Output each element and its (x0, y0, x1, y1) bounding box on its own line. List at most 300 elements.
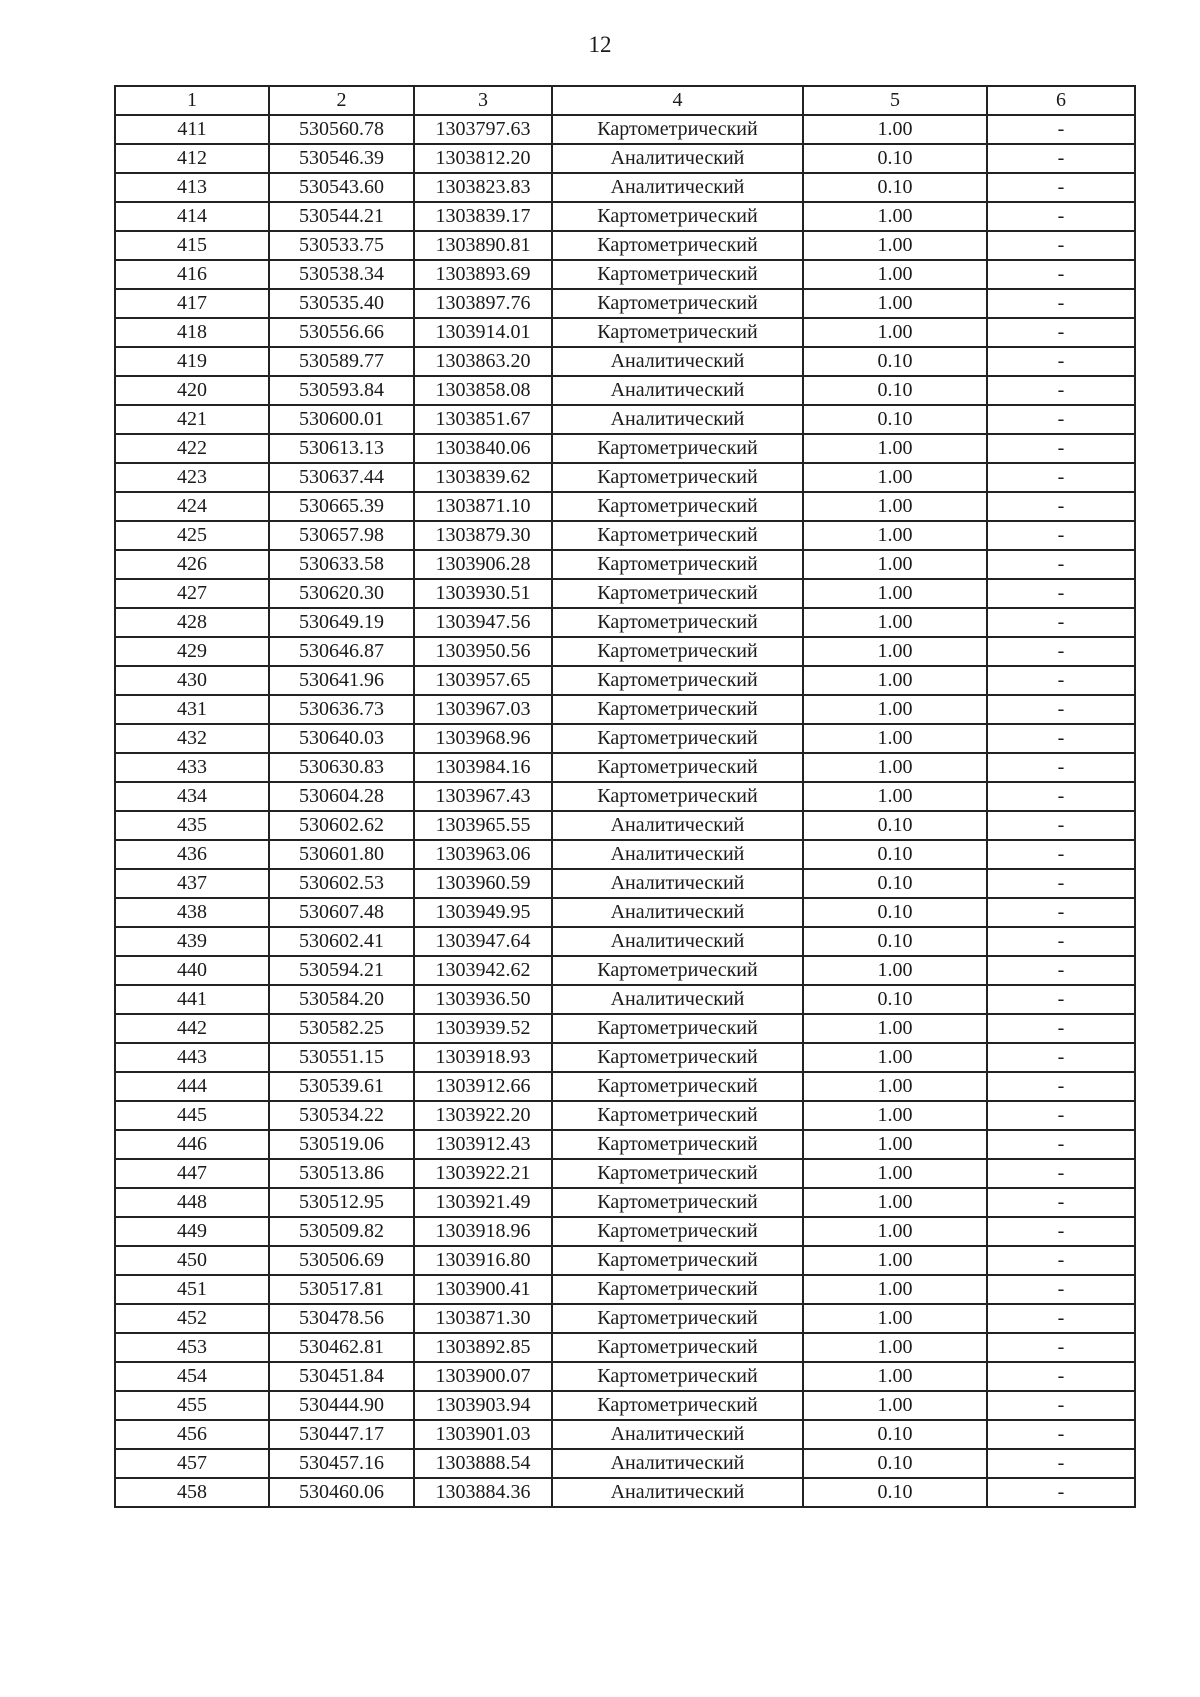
accuracy-cell: 1.00 (803, 637, 987, 666)
accuracy-cell: 1.00 (803, 1304, 987, 1333)
table-body (115, 115, 1135, 1507)
y-coordinate-cell: 1303812.20 (414, 144, 552, 173)
point-number-cell: 439 (115, 927, 269, 956)
accuracy-cell: 1.00 (803, 1246, 987, 1275)
point-number-cell: 423 (115, 463, 269, 492)
x-coordinate-cell: 530478.56 (269, 1304, 414, 1333)
note-cell: - (987, 289, 1135, 318)
accuracy-cell: 0.10 (803, 840, 987, 869)
table-row (115, 927, 1135, 956)
x-coordinate-cell: 530556.66 (269, 318, 414, 347)
accuracy-cell: 0.10 (803, 898, 987, 927)
y-coordinate-cell: 1303884.36 (414, 1478, 552, 1507)
y-coordinate-cell: 1303871.30 (414, 1304, 552, 1333)
accuracy-cell: 1.00 (803, 724, 987, 753)
table-row (115, 782, 1135, 811)
y-coordinate-cell: 1303957.65 (414, 666, 552, 695)
point-number-cell: 418 (115, 318, 269, 347)
method-cell: Картометрический (552, 1391, 803, 1420)
point-number-cell: 434 (115, 782, 269, 811)
accuracy-cell: 0.10 (803, 811, 987, 840)
y-coordinate-cell: 1303963.06 (414, 840, 552, 869)
header-cell-2: 2 (269, 86, 414, 115)
x-coordinate-cell: 530544.21 (269, 202, 414, 231)
method-cell: Картометрический (552, 956, 803, 985)
y-coordinate-cell: 1303879.30 (414, 521, 552, 550)
table-row (115, 1246, 1135, 1275)
accuracy-cell: 0.10 (803, 405, 987, 434)
x-coordinate-cell: 530506.69 (269, 1246, 414, 1275)
method-cell: Картометрический (552, 1072, 803, 1101)
table-row (115, 347, 1135, 376)
method-cell: Картометрический (552, 318, 803, 347)
point-number-cell: 422 (115, 434, 269, 463)
accuracy-cell: 0.10 (803, 985, 987, 1014)
note-cell: - (987, 985, 1135, 1014)
x-coordinate-cell: 530462.81 (269, 1333, 414, 1362)
x-coordinate-cell: 530447.17 (269, 1420, 414, 1449)
point-number-cell: 420 (115, 376, 269, 405)
x-coordinate-cell: 530613.13 (269, 434, 414, 463)
table-row (115, 1159, 1135, 1188)
point-number-cell: 454 (115, 1362, 269, 1391)
method-cell: Аналитический (552, 1420, 803, 1449)
y-coordinate-cell: 1303939.52 (414, 1014, 552, 1043)
method-cell: Картометрический (552, 782, 803, 811)
table-row (115, 1391, 1135, 1420)
y-coordinate-cell: 1303888.54 (414, 1449, 552, 1478)
y-coordinate-cell: 1303901.03 (414, 1420, 552, 1449)
accuracy-cell: 1.00 (803, 260, 987, 289)
method-cell: Картометрический (552, 434, 803, 463)
x-coordinate-cell: 530533.75 (269, 231, 414, 260)
table-row (115, 811, 1135, 840)
x-coordinate-cell: 530519.06 (269, 1130, 414, 1159)
note-cell: - (987, 1101, 1135, 1130)
x-coordinate-cell: 530604.28 (269, 782, 414, 811)
x-coordinate-cell: 530546.39 (269, 144, 414, 173)
accuracy-cell: 1.00 (803, 666, 987, 695)
note-cell: - (987, 1130, 1135, 1159)
x-coordinate-cell: 530451.84 (269, 1362, 414, 1391)
note-cell: - (987, 144, 1135, 173)
method-cell: Картометрический (552, 202, 803, 231)
x-coordinate-cell: 530560.78 (269, 115, 414, 144)
point-number-cell: 412 (115, 144, 269, 173)
accuracy-cell: 1.00 (803, 231, 987, 260)
coordinates-table (114, 85, 1136, 1508)
note-cell: - (987, 898, 1135, 927)
table-row (115, 144, 1135, 173)
note-cell: - (987, 492, 1135, 521)
accuracy-cell: 1.00 (803, 1101, 987, 1130)
header-cell-6: 6 (987, 86, 1135, 115)
y-coordinate-cell: 1303967.43 (414, 782, 552, 811)
x-coordinate-cell: 530584.20 (269, 985, 414, 1014)
note-cell: - (987, 1420, 1135, 1449)
x-coordinate-cell: 530640.03 (269, 724, 414, 753)
x-coordinate-cell: 530517.81 (269, 1275, 414, 1304)
note-cell: - (987, 115, 1135, 144)
point-number-cell: 416 (115, 260, 269, 289)
table-row (115, 231, 1135, 260)
note-cell: - (987, 1333, 1135, 1362)
method-cell: Картометрический (552, 637, 803, 666)
y-coordinate-cell: 1303922.21 (414, 1159, 552, 1188)
note-cell: - (987, 1072, 1135, 1101)
table-row (115, 1362, 1135, 1391)
point-number-cell: 431 (115, 695, 269, 724)
y-coordinate-cell: 1303900.07 (414, 1362, 552, 1391)
note-cell: - (987, 608, 1135, 637)
y-coordinate-cell: 1303797.63 (414, 115, 552, 144)
method-cell: Картометрический (552, 695, 803, 724)
table-row (115, 724, 1135, 753)
accuracy-cell: 1.00 (803, 695, 987, 724)
point-number-cell: 436 (115, 840, 269, 869)
table-row (115, 1333, 1135, 1362)
point-number-cell: 438 (115, 898, 269, 927)
y-coordinate-cell: 1303893.69 (414, 260, 552, 289)
accuracy-cell: 1.00 (803, 434, 987, 463)
x-coordinate-cell: 530633.58 (269, 550, 414, 579)
y-coordinate-cell: 1303936.50 (414, 985, 552, 1014)
note-cell: - (987, 521, 1135, 550)
accuracy-cell: 0.10 (803, 347, 987, 376)
method-cell: Аналитический (552, 144, 803, 173)
point-number-cell: 446 (115, 1130, 269, 1159)
method-cell: Аналитический (552, 840, 803, 869)
table-row (115, 463, 1135, 492)
method-cell: Картометрический (552, 608, 803, 637)
accuracy-cell: 1.00 (803, 1188, 987, 1217)
accuracy-cell: 0.10 (803, 1420, 987, 1449)
method-cell: Аналитический (552, 173, 803, 202)
method-cell: Картометрический (552, 550, 803, 579)
point-number-cell: 456 (115, 1420, 269, 1449)
accuracy-cell: 1.00 (803, 202, 987, 231)
y-coordinate-cell: 1303942.62 (414, 956, 552, 985)
y-coordinate-cell: 1303984.16 (414, 753, 552, 782)
table-row (115, 1449, 1135, 1478)
note-cell: - (987, 753, 1135, 782)
method-cell: Картометрический (552, 463, 803, 492)
table-row (115, 1478, 1135, 1507)
accuracy-cell: 1.00 (803, 1014, 987, 1043)
point-number-cell: 424 (115, 492, 269, 521)
note-cell: - (987, 666, 1135, 695)
x-coordinate-cell: 530607.48 (269, 898, 414, 927)
note-cell: - (987, 724, 1135, 753)
y-coordinate-cell: 1303916.80 (414, 1246, 552, 1275)
table-row (115, 289, 1135, 318)
y-coordinate-cell: 1303950.56 (414, 637, 552, 666)
note-cell: - (987, 376, 1135, 405)
table-header (115, 86, 1135, 115)
table-row (115, 1217, 1135, 1246)
accuracy-cell: 0.10 (803, 927, 987, 956)
method-cell: Картометрический (552, 1101, 803, 1130)
table-row (115, 1101, 1135, 1130)
y-coordinate-cell: 1303840.06 (414, 434, 552, 463)
method-cell: Картометрический (552, 289, 803, 318)
table-row (115, 376, 1135, 405)
point-number-cell: 428 (115, 608, 269, 637)
table-row (115, 1043, 1135, 1072)
table-row (115, 115, 1135, 144)
note-cell: - (987, 260, 1135, 289)
y-coordinate-cell: 1303914.01 (414, 318, 552, 347)
x-coordinate-cell: 530538.34 (269, 260, 414, 289)
note-cell: - (987, 579, 1135, 608)
point-number-cell: 453 (115, 1333, 269, 1362)
note-cell: - (987, 1304, 1135, 1333)
method-cell: Аналитический (552, 1478, 803, 1507)
point-number-cell: 414 (115, 202, 269, 231)
accuracy-cell: 0.10 (803, 376, 987, 405)
point-number-cell: 415 (115, 231, 269, 260)
point-number-cell: 442 (115, 1014, 269, 1043)
point-number-cell: 430 (115, 666, 269, 695)
x-coordinate-cell: 530601.80 (269, 840, 414, 869)
note-cell: - (987, 811, 1135, 840)
x-coordinate-cell: 530512.95 (269, 1188, 414, 1217)
point-number-cell: 427 (115, 579, 269, 608)
table-row (115, 1072, 1135, 1101)
y-coordinate-cell: 1303897.76 (414, 289, 552, 318)
note-cell: - (987, 347, 1135, 376)
y-coordinate-cell: 1303863.20 (414, 347, 552, 376)
y-coordinate-cell: 1303839.17 (414, 202, 552, 231)
accuracy-cell: 1.00 (803, 1391, 987, 1420)
accuracy-cell: 1.00 (803, 608, 987, 637)
method-cell: Картометрический (552, 231, 803, 260)
method-cell: Картометрический (552, 1188, 803, 1217)
method-cell: Аналитический (552, 405, 803, 434)
x-coordinate-cell: 530457.16 (269, 1449, 414, 1478)
table-row (115, 318, 1135, 347)
note-cell: - (987, 869, 1135, 898)
accuracy-cell: 1.00 (803, 1130, 987, 1159)
accuracy-cell: 1.00 (803, 1159, 987, 1188)
point-number-cell: 444 (115, 1072, 269, 1101)
table-row (115, 521, 1135, 550)
point-number-cell: 433 (115, 753, 269, 782)
table-row (115, 1188, 1135, 1217)
note-cell: - (987, 1043, 1135, 1072)
note-cell: - (987, 1188, 1135, 1217)
point-number-cell: 445 (115, 1101, 269, 1130)
note-cell: - (987, 463, 1135, 492)
method-cell: Картометрический (552, 1217, 803, 1246)
y-coordinate-cell: 1303906.28 (414, 550, 552, 579)
accuracy-cell: 1.00 (803, 1333, 987, 1362)
point-number-cell: 426 (115, 550, 269, 579)
point-number-cell: 425 (115, 521, 269, 550)
note-cell: - (987, 840, 1135, 869)
x-coordinate-cell: 530649.19 (269, 608, 414, 637)
note-cell: - (987, 550, 1135, 579)
table-row (115, 260, 1135, 289)
table-row (115, 608, 1135, 637)
y-coordinate-cell: 1303918.96 (414, 1217, 552, 1246)
method-cell: Картометрический (552, 1304, 803, 1333)
method-cell: Аналитический (552, 1449, 803, 1478)
y-coordinate-cell: 1303921.49 (414, 1188, 552, 1217)
table-row (115, 550, 1135, 579)
table-row (115, 1014, 1135, 1043)
x-coordinate-cell: 530620.30 (269, 579, 414, 608)
method-cell: Аналитический (552, 376, 803, 405)
method-cell: Аналитический (552, 898, 803, 927)
point-number-cell: 452 (115, 1304, 269, 1333)
point-number-cell: 432 (115, 724, 269, 753)
x-coordinate-cell: 530551.15 (269, 1043, 414, 1072)
y-coordinate-cell: 1303858.08 (414, 376, 552, 405)
y-coordinate-cell: 1303839.62 (414, 463, 552, 492)
accuracy-cell: 1.00 (803, 550, 987, 579)
method-cell: Картометрический (552, 579, 803, 608)
x-coordinate-cell: 530509.82 (269, 1217, 414, 1246)
point-number-cell: 441 (115, 985, 269, 1014)
accuracy-cell: 1.00 (803, 1362, 987, 1391)
x-coordinate-cell: 530534.22 (269, 1101, 414, 1130)
header-cell-4: 4 (552, 86, 803, 115)
x-coordinate-cell: 530665.39 (269, 492, 414, 521)
y-coordinate-cell: 1303871.10 (414, 492, 552, 521)
x-coordinate-cell: 530630.83 (269, 753, 414, 782)
table-row (115, 753, 1135, 782)
note-cell: - (987, 1246, 1135, 1275)
x-coordinate-cell: 530637.44 (269, 463, 414, 492)
accuracy-cell: 1.00 (803, 1043, 987, 1072)
table-row (115, 840, 1135, 869)
note-cell: - (987, 1014, 1135, 1043)
point-number-cell: 451 (115, 1275, 269, 1304)
x-coordinate-cell: 530444.90 (269, 1391, 414, 1420)
method-cell: Картометрический (552, 666, 803, 695)
table-row (115, 1275, 1135, 1304)
y-coordinate-cell: 1303903.94 (414, 1391, 552, 1420)
note-cell: - (987, 1478, 1135, 1507)
method-cell: Аналитический (552, 927, 803, 956)
note-cell: - (987, 1159, 1135, 1188)
method-cell: Картометрический (552, 1362, 803, 1391)
note-cell: - (987, 1217, 1135, 1246)
y-coordinate-cell: 1303965.55 (414, 811, 552, 840)
y-coordinate-cell: 1303930.51 (414, 579, 552, 608)
x-coordinate-cell: 530460.06 (269, 1478, 414, 1507)
x-coordinate-cell: 530657.98 (269, 521, 414, 550)
y-coordinate-cell: 1303900.41 (414, 1275, 552, 1304)
y-coordinate-cell: 1303912.66 (414, 1072, 552, 1101)
x-coordinate-cell: 530535.40 (269, 289, 414, 318)
accuracy-cell: 1.00 (803, 318, 987, 347)
point-number-cell: 448 (115, 1188, 269, 1217)
y-coordinate-cell: 1303947.64 (414, 927, 552, 956)
point-number-cell: 447 (115, 1159, 269, 1188)
x-coordinate-cell: 530543.60 (269, 173, 414, 202)
method-cell: Картометрический (552, 115, 803, 144)
note-cell: - (987, 434, 1135, 463)
header-row (115, 86, 1135, 115)
note-cell: - (987, 1449, 1135, 1478)
note-cell: - (987, 318, 1135, 347)
point-number-cell: 413 (115, 173, 269, 202)
point-number-cell: 458 (115, 1478, 269, 1507)
method-cell: Картометрический (552, 1246, 803, 1275)
y-coordinate-cell: 1303968.96 (414, 724, 552, 753)
point-number-cell: 449 (115, 1217, 269, 1246)
note-cell: - (987, 782, 1135, 811)
accuracy-cell: 1.00 (803, 1072, 987, 1101)
y-coordinate-cell: 1303890.81 (414, 231, 552, 260)
note-cell: - (987, 405, 1135, 434)
accuracy-cell: 1.00 (803, 1217, 987, 1246)
point-number-cell: 450 (115, 1246, 269, 1275)
x-coordinate-cell: 530593.84 (269, 376, 414, 405)
point-number-cell: 421 (115, 405, 269, 434)
y-coordinate-cell: 1303912.43 (414, 1130, 552, 1159)
accuracy-cell: 1.00 (803, 579, 987, 608)
accuracy-cell: 1.00 (803, 521, 987, 550)
point-number-cell: 417 (115, 289, 269, 318)
y-coordinate-cell: 1303823.83 (414, 173, 552, 202)
note-cell: - (987, 695, 1135, 724)
accuracy-cell: 1.00 (803, 492, 987, 521)
table-row (115, 898, 1135, 927)
table-row (115, 1130, 1135, 1159)
table-row (115, 434, 1135, 463)
method-cell: Картометрический (552, 1014, 803, 1043)
table-row (115, 1304, 1135, 1333)
y-coordinate-cell: 1303892.85 (414, 1333, 552, 1362)
x-coordinate-cell: 530600.01 (269, 405, 414, 434)
table-row (115, 579, 1135, 608)
accuracy-cell: 0.10 (803, 1478, 987, 1507)
point-number-cell: 419 (115, 347, 269, 376)
accuracy-cell: 0.10 (803, 173, 987, 202)
point-number-cell: 411 (115, 115, 269, 144)
y-coordinate-cell: 1303918.93 (414, 1043, 552, 1072)
note-cell: - (987, 202, 1135, 231)
point-number-cell: 443 (115, 1043, 269, 1072)
table-row (115, 869, 1135, 898)
y-coordinate-cell: 1303947.56 (414, 608, 552, 637)
x-coordinate-cell: 530582.25 (269, 1014, 414, 1043)
y-coordinate-cell: 1303967.03 (414, 695, 552, 724)
x-coordinate-cell: 530602.41 (269, 927, 414, 956)
note-cell: - (987, 1391, 1135, 1420)
point-number-cell: 440 (115, 956, 269, 985)
method-cell: Картометрический (552, 521, 803, 550)
table-row (115, 1420, 1135, 1449)
accuracy-cell: 1.00 (803, 115, 987, 144)
method-cell: Картометрический (552, 1275, 803, 1304)
x-coordinate-cell: 530646.87 (269, 637, 414, 666)
accuracy-cell: 0.10 (803, 144, 987, 173)
header-cell-3: 3 (414, 86, 552, 115)
point-number-cell: 429 (115, 637, 269, 666)
point-number-cell: 437 (115, 869, 269, 898)
note-cell: - (987, 1275, 1135, 1304)
note-cell: - (987, 173, 1135, 202)
x-coordinate-cell: 530589.77 (269, 347, 414, 376)
method-cell: Картометрический (552, 753, 803, 782)
method-cell: Аналитический (552, 869, 803, 898)
method-cell: Картометрический (552, 724, 803, 753)
table-row (115, 405, 1135, 434)
